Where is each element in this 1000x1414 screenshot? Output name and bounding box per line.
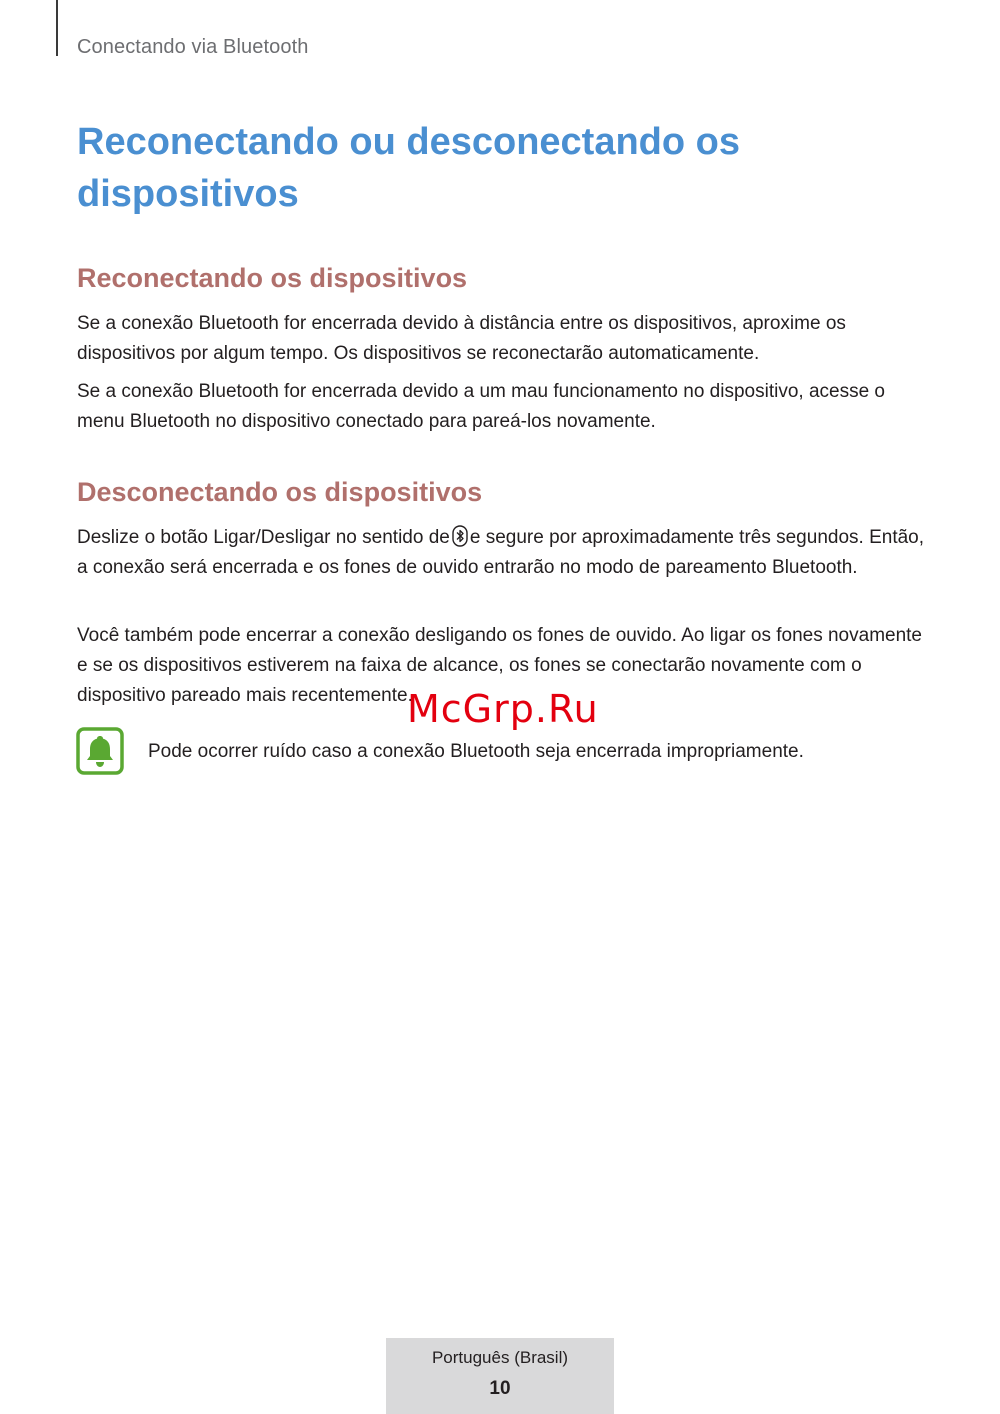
reconnect-paragraph-2: Se a conexão Bluetooth for encerrada devido a um mau funcionamento no dispositivo, acesse o menu Bluetooth no dispositivo conectado para pareá-los novamente. bbox=[77, 381, 886, 432]
footer bbox=[386, 1338, 614, 1414]
header-rule bbox=[56, 0, 58, 56]
page-number: 10 bbox=[489, 1378, 511, 1399]
bluetooth-icon bbox=[452, 525, 468, 547]
header-section-title: Conectando via Bluetooth bbox=[77, 36, 309, 58]
disconnect-paragraph-1-start: Deslize o botão Ligar/Desligar no sentido de bbox=[77, 527, 450, 548]
disconnect-paragraph-1-end: e segure por aproximadamente três segundos. Então, a conexão será encerrada e os fones de ouvido entrarão no modo de pareamento Bluetooth. bbox=[77, 527, 925, 578]
page-title: Reconectando ou desconectando os dispositivos bbox=[77, 121, 740, 215]
watermark: McGrp.Ru bbox=[407, 687, 599, 731]
bell-icon bbox=[76, 727, 124, 775]
footer-language: Português (Brasil) bbox=[431, 1348, 569, 1367]
disconnect-paragraph-2: Você também pode encerrar a conexão desligando os fones de ouvido. Ao ligar os fones novamente e se os dispositivos estiverem na faixa de alcance, os fones se conectarão novamente com o dispositivo pareado mais recentemente. bbox=[77, 625, 922, 706]
reconnect-paragraph-1: Se a conexão Bluetooth for encerrada devido à distância entre os dispositivos, aproxime os dispositivos por algum tempo. Os dispositivos se reconectarão automaticamente. bbox=[77, 313, 846, 364]
disconnect-heading: Desconectando os dispositivos bbox=[77, 477, 483, 507]
disconnect-paragraph-1 bbox=[77, 523, 937, 583]
reconnect-heading: Reconectando os dispositivos bbox=[77, 263, 468, 293]
note-text: Pode ocorrer ruído caso a conexão Bluetooth seja encerrada impropriamente. bbox=[148, 741, 804, 762]
